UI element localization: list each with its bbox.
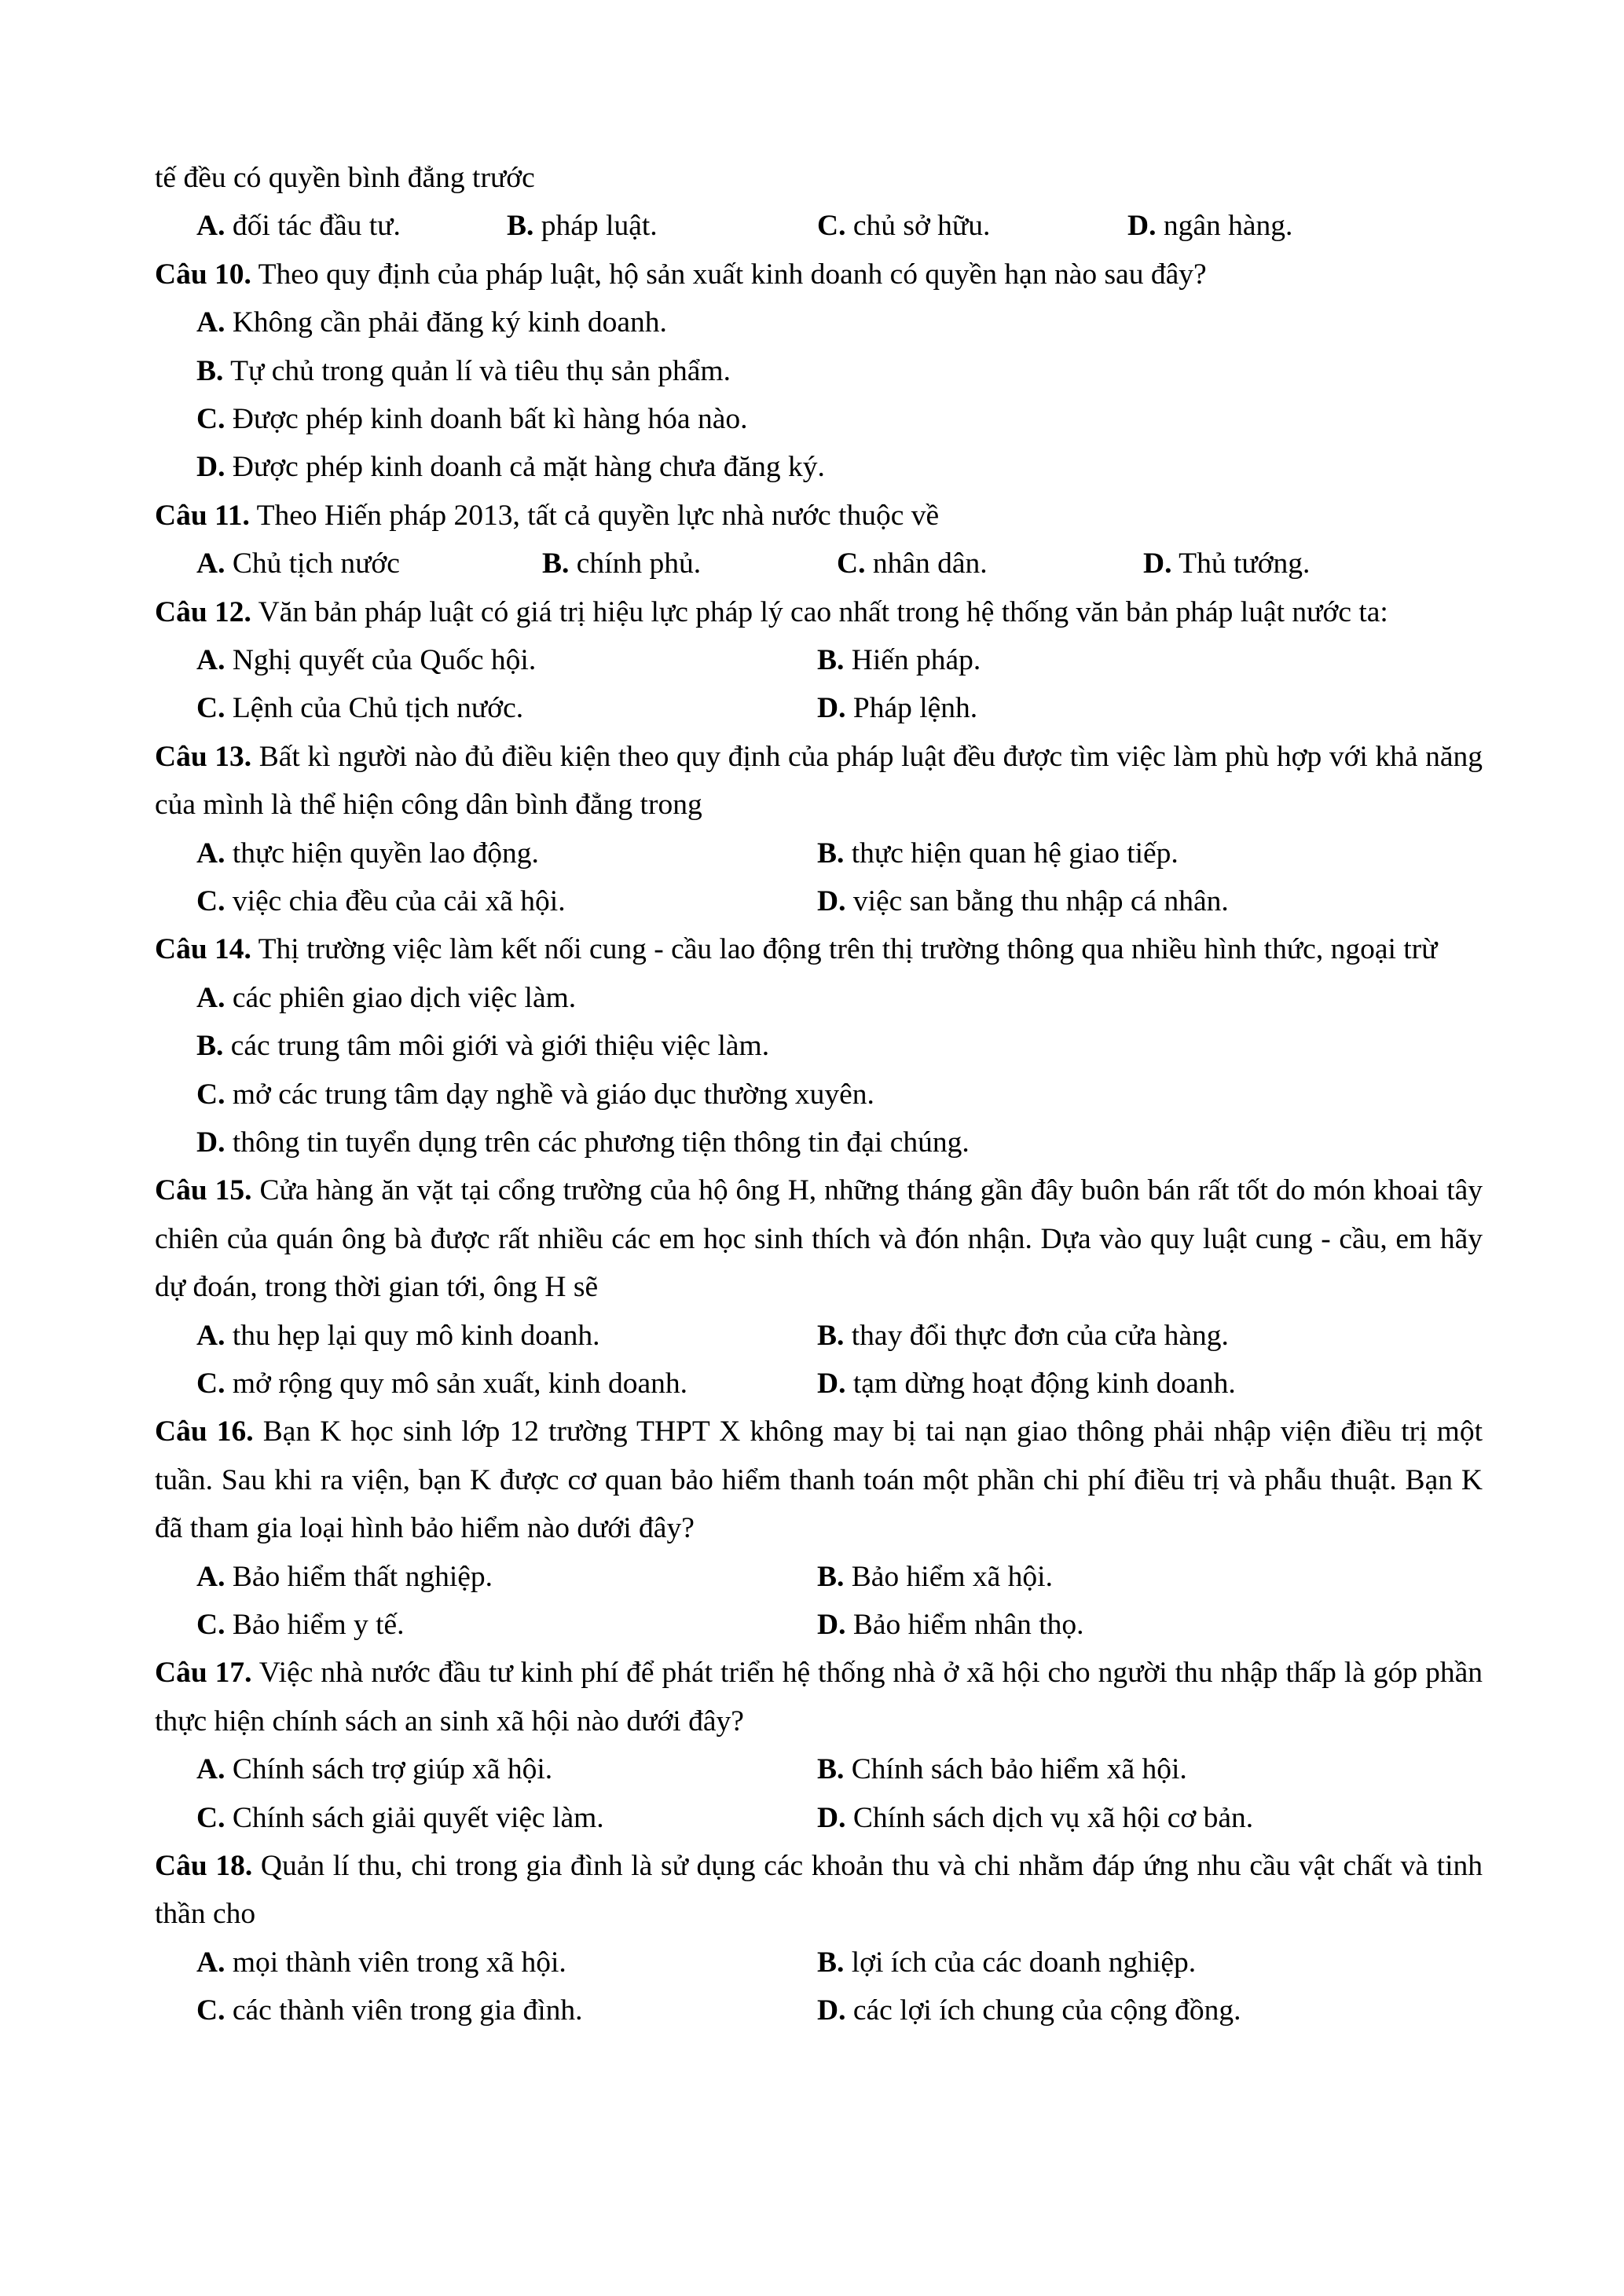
option-text: thay đổi thực đơn của cửa hàng.	[851, 1319, 1229, 1352]
option-key: C.	[196, 1078, 225, 1111]
question-1	[155, 251, 1483, 492]
question-number: Câu 10.	[155, 258, 251, 291]
answer-option-a	[196, 1553, 493, 1601]
question-stem	[155, 1649, 1483, 1745]
answer-option-c	[196, 1794, 604, 1842]
answer-option-a	[196, 1745, 552, 1793]
option-key: B.	[542, 547, 570, 580]
option-text: Được phép kinh doanh cả mặt hàng chưa đăng ký.	[232, 451, 825, 484]
option-text: thu hẹp lại quy mô kinh doanh.	[232, 1319, 600, 1352]
question-text: Bạn K học sinh lớp 12 trường THPT X không may bị tai nạn giao thông phải nhập viện điều trị một tuần. Sau khi ra viện, bạn K được cơ quan bảo hiểm thanh toán một phần chi phí điều trị và phẫu thuật. Bạn K đã tham gia loại hình bảo hiểm nào dưới đây?	[155, 1415, 1483, 1545]
answer-option-a	[196, 202, 401, 250]
question-stem	[155, 925, 1483, 973]
option-key: D.	[817, 1994, 846, 2027]
answer-option-c	[837, 540, 988, 588]
option-key: A.	[196, 1560, 225, 1593]
answer-option-b	[817, 829, 1179, 877]
question-text: Cửa hàng ăn vặt tại cổng trường của hộ ông H, những tháng gần đây buôn bán rất tốt do món khoai tây chiên của quán ông bà được rất nhiều các em học sinh thích và đón nhận. Dựa vào quy luật cung - cầu, em hãy dự đoán, trong thời gian tới, ông H sẽ	[155, 1174, 1483, 1304]
answer-option-c	[196, 1360, 687, 1408]
question-stem	[155, 733, 1483, 829]
option-text: thực hiện quan hệ giao tiếp.	[851, 837, 1179, 870]
option-key: B.	[817, 644, 845, 677]
option-text: Hiến pháp.	[851, 644, 981, 677]
question-number: Câu 12.	[155, 595, 251, 628]
answer-option-d	[817, 1601, 1084, 1649]
question-text: Việc nhà nước đầu tư kinh phí để phát triển hệ thống nhà ở xã hội cho người thu nhập thấp là góp phần thực hiện chính sách an sinh xã hội nào dưới đây?	[155, 1657, 1483, 1738]
answer-option-a	[196, 540, 400, 588]
option-key: A.	[196, 210, 225, 243]
question-stem	[155, 492, 1483, 540]
question-text: tế đều có quyền bình đẳng trước	[155, 162, 535, 194]
option-text: Được phép kinh doanh bất kì hàng hóa nào.	[232, 403, 748, 436]
option-text: nhân dân.	[872, 547, 988, 580]
answer-option-a	[196, 974, 1524, 1022]
answer-option-d	[817, 684, 977, 732]
question-text: Văn bản pháp luật có giá trị hiệu lực pháp lý cao nhất trong hệ thống văn bản pháp luật nước ta:	[258, 595, 1388, 628]
option-key: B.	[817, 837, 845, 870]
question-stem	[155, 588, 1483, 636]
option-text: thông tin tuyển dụng trên các phương tiện thông tin đại chúng.	[232, 1126, 970, 1159]
option-text: Nghị quyết của Quốc hội.	[232, 644, 537, 677]
answer-option-b	[196, 347, 1524, 395]
question-number: Câu 17.	[155, 1657, 252, 1690]
option-key: A.	[196, 306, 225, 339]
answer-option-d	[1143, 540, 1310, 588]
answer-option-b	[196, 1022, 1524, 1070]
question-stem	[155, 1166, 1483, 1311]
answer-option-a	[196, 636, 536, 684]
option-key: D.	[817, 1368, 846, 1401]
option-text: mở rộng quy mô sản xuất, kinh doanh.	[232, 1368, 687, 1401]
answer-option-d	[817, 1987, 1241, 2034]
option-key: D.	[817, 692, 846, 725]
option-key: A.	[196, 981, 225, 1014]
option-key: A.	[196, 1946, 225, 1979]
answer-option-c	[196, 1071, 1524, 1119]
question-4	[155, 733, 1483, 926]
option-text: Bảo hiểm nhân thọ.	[852, 1609, 1084, 1642]
option-key: B.	[817, 1753, 845, 1786]
answer-option-b	[817, 1939, 1196, 1987]
option-key: C.	[196, 1609, 225, 1642]
question-text: Theo Hiến pháp 2013, tất cả quyền lực nhà nước thuộc về	[256, 499, 940, 532]
question-text: Theo quy định của pháp luật, hộ sản xuất kinh doanh có quyền hạn nào sau đây?	[258, 258, 1207, 291]
option-text: pháp luật.	[541, 210, 658, 243]
answer-option-c	[196, 1601, 405, 1649]
option-text: mở các trung tâm dạy nghề và giáo dục thường xuyên.	[232, 1078, 874, 1111]
option-text: chủ sở hữu.	[852, 210, 991, 243]
question-text: Quản lí thu, chi trong gia đình là sử dụng các khoản thu và chi nhằm đáp ứng nhu cầu vật chất và tinh thần cho	[155, 1850, 1483, 1931]
answer-option-b	[817, 636, 981, 684]
option-text: Thủ tướng.	[1179, 547, 1311, 580]
option-key: C.	[196, 1368, 225, 1401]
answer-option-b	[817, 1312, 1229, 1360]
option-text: Tự chủ trong quản lí và tiêu thụ sản phẩm.	[230, 354, 731, 387]
answer-option-d	[1127, 202, 1292, 250]
option-key: D.	[817, 1801, 846, 1834]
option-text: các thành viên trong gia đình.	[232, 1994, 583, 2027]
option-text: Không cần phải đăng ký kinh doanh.	[232, 306, 667, 339]
option-key: C.	[196, 403, 225, 436]
option-key: C.	[196, 692, 225, 725]
option-text: mọi thành viên trong xã hội.	[232, 1946, 566, 1979]
option-text: Pháp lệnh.	[852, 692, 978, 725]
question-number: Câu 18.	[155, 1850, 253, 1883]
answer-option-c	[196, 877, 566, 925]
question-number: Câu 13.	[155, 740, 252, 773]
option-text: ngân hàng.	[1163, 210, 1293, 243]
option-text: các phiên giao dịch việc làm.	[232, 981, 577, 1014]
option-key: B.	[507, 210, 534, 243]
question-0	[155, 154, 1483, 251]
option-key: D.	[817, 1609, 846, 1642]
option-text: Bảo hiểm y tế.	[232, 1609, 405, 1642]
answer-option-b	[817, 1745, 1187, 1793]
question-3	[155, 588, 1483, 733]
question-number: Câu 16.	[155, 1415, 254, 1448]
question-9	[155, 1842, 1483, 2035]
option-text: các lợi ích chung của cộng đồng.	[852, 1994, 1241, 2027]
question-stem	[155, 154, 1483, 202]
question-number: Câu 14.	[155, 933, 251, 966]
question-6	[155, 1166, 1483, 1408]
question-2	[155, 492, 1483, 588]
option-key: C.	[196, 885, 225, 918]
option-key: C.	[837, 547, 866, 580]
question-5	[155, 925, 1483, 1166]
answer-option-b	[507, 202, 658, 250]
option-key: B.	[817, 1319, 845, 1352]
option-key: B.	[817, 1560, 845, 1593]
question-text: Bất kì người nào đủ điều kiện theo quy định của pháp luật đều được tìm việc làm phù hợp với khả năng của mình là thể hiện công dân bình đẳng trong	[155, 740, 1483, 822]
option-key: A.	[196, 644, 225, 677]
option-key: A.	[196, 1319, 225, 1352]
option-text: Lệnh của Chủ tịch nước.	[232, 692, 524, 725]
option-text: việc san bằng thu nhập cá nhân.	[852, 885, 1229, 918]
option-key: D.	[1143, 547, 1172, 580]
question-stem	[155, 1842, 1483, 1939]
option-text: đối tác đầu tư.	[232, 210, 401, 243]
option-text: tạm dừng hoạt động kinh doanh.	[852, 1368, 1236, 1401]
answer-option-a	[196, 1312, 600, 1360]
answer-option-d	[817, 877, 1229, 925]
option-text: lợi ích của các doanh nghiệp.	[851, 1946, 1197, 1979]
option-text: Chính sách giải quyết việc làm.	[232, 1801, 604, 1834]
answer-option-c	[817, 202, 990, 250]
answer-option-c	[196, 1987, 583, 2034]
option-text: thực hiện quyền lao động.	[232, 837, 539, 870]
option-text: Chủ tịch nước	[232, 547, 400, 580]
answer-option-b	[542, 540, 701, 588]
question-7	[155, 1408, 1483, 1649]
answer-option-d	[196, 443, 1524, 491]
option-key: A.	[196, 547, 225, 580]
answer-option-a	[196, 829, 539, 877]
answer-option-d	[817, 1794, 1253, 1842]
answer-option-a	[196, 298, 1524, 346]
answer-option-c	[196, 684, 523, 732]
question-text: Thị trường việc làm kết nối cung - cầu lao động trên thị trường thông qua nhiều hình thức, ngoại trừ	[258, 933, 1438, 966]
option-key: D.	[1127, 210, 1157, 243]
exam-page	[155, 154, 1483, 2035]
option-key: C.	[196, 1801, 225, 1834]
option-text: Chính sách trợ giúp xã hội.	[232, 1753, 553, 1786]
option-text: các trung tâm môi giới và giới thiệu việc làm.	[230, 1030, 770, 1063]
question-number: Câu 11.	[155, 499, 250, 532]
option-text: Bảo hiểm thất nghiệp.	[232, 1560, 493, 1593]
option-key: B.	[817, 1946, 845, 1979]
answer-option-d	[196, 1119, 1524, 1166]
answer-option-a	[196, 1939, 566, 1987]
option-text: Chính sách bảo hiểm xã hội.	[851, 1753, 1187, 1786]
option-key: D.	[196, 451, 225, 484]
answer-option-b	[817, 1553, 1053, 1601]
question-number: Câu 15.	[155, 1174, 252, 1207]
option-key: D.	[196, 1126, 225, 1159]
option-key: B.	[196, 354, 224, 387]
option-key: B.	[196, 1030, 224, 1063]
option-text: việc chia đều của cải xã hội.	[232, 885, 566, 918]
option-text: Bảo hiểm xã hội.	[851, 1560, 1053, 1593]
option-key: C.	[196, 1994, 225, 2027]
option-key: A.	[196, 1753, 225, 1786]
option-text: chính phủ.	[576, 547, 702, 580]
answer-option-d	[817, 1360, 1236, 1408]
answer-option-c	[196, 395, 1524, 443]
question-stem	[155, 1408, 1483, 1552]
option-text: Chính sách dịch vụ xã hội cơ bản.	[852, 1801, 1254, 1834]
option-key: D.	[817, 885, 846, 918]
question-8	[155, 1649, 1483, 1842]
option-key: A.	[196, 837, 225, 870]
option-key: C.	[817, 210, 846, 243]
question-stem	[155, 251, 1483, 298]
